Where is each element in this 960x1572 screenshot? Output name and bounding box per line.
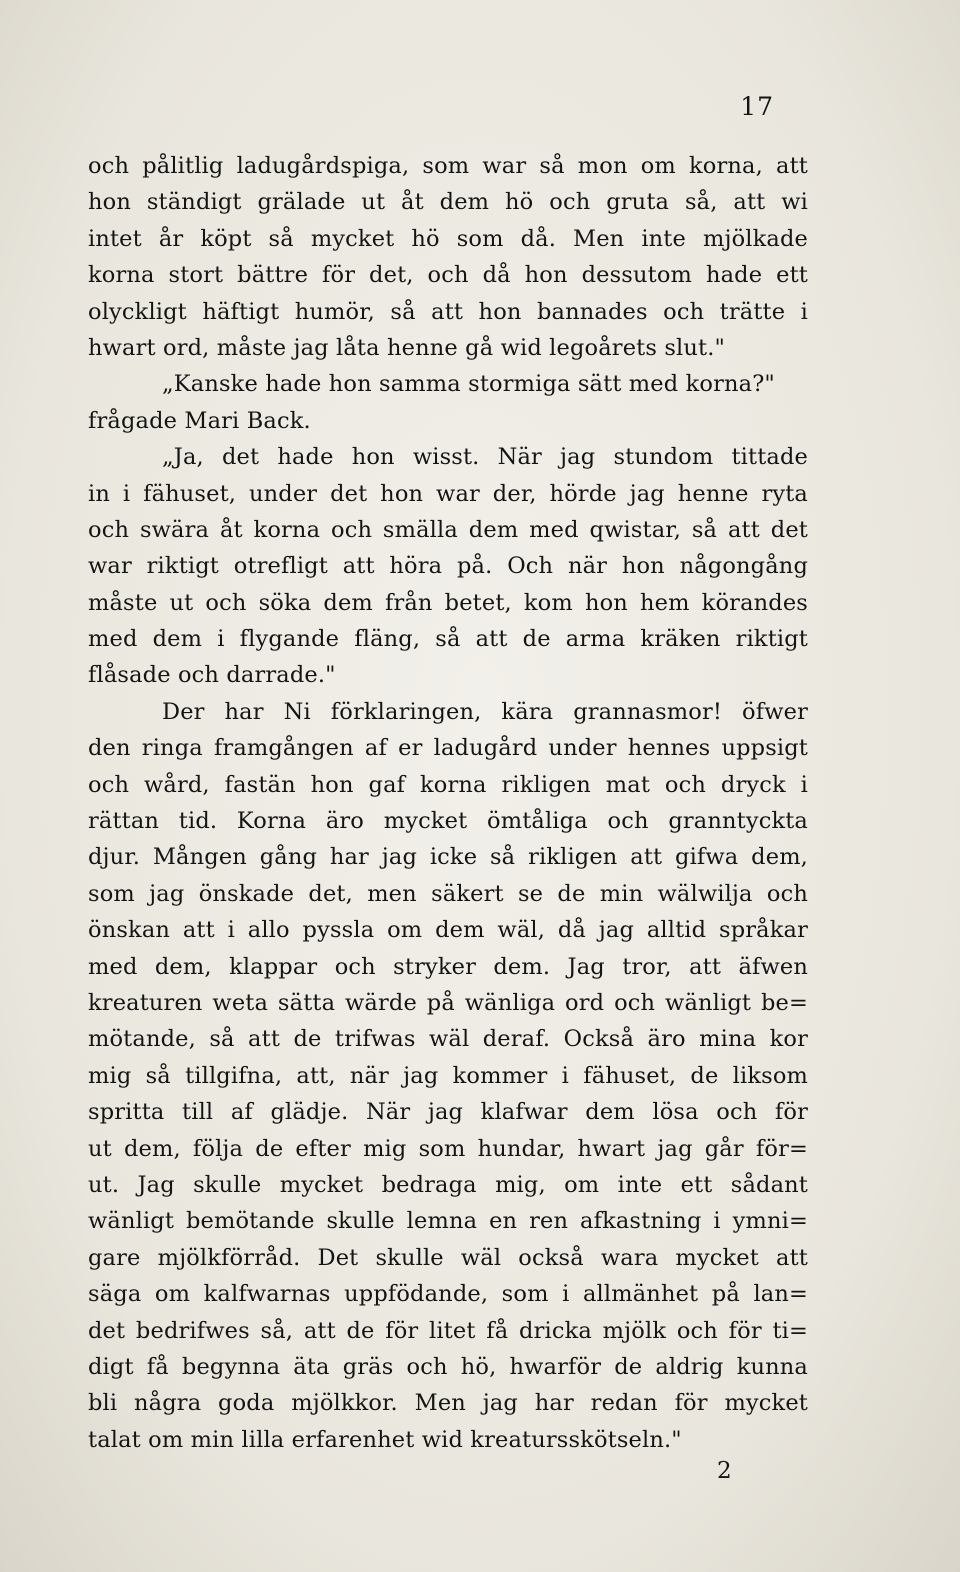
text-line: flåsade och darrade." <box>88 662 336 689</box>
text-line: med dem, klappar och stryker dem. Jag tror, att äfwen <box>88 953 808 980</box>
text-line: gare mjölkförråd. Det skulle wäl också wara mycket att <box>88 1244 808 1271</box>
text-line: „Ja, det hade hon wisst. När jag stundom tittade <box>162 444 808 471</box>
text-line: med dem i flygande fläng, så att de arma kräken riktigt <box>88 626 808 653</box>
body-text <box>88 148 808 1458</box>
text-line: olyckligt häftigt humör, så att hon bannades och trätte i <box>88 298 808 325</box>
text-line: och pålitlig ladugårdspiga, som war så mon om korna, att <box>88 153 808 179</box>
text-line: korna stort bättre för det, och då hon dessutom hade ett <box>88 262 808 289</box>
page-number: 17 <box>740 92 774 121</box>
text-line: måste ut och söka dem från betet, kom hon hem körandes <box>88 589 808 616</box>
text-line: mig så tillgifna, att, när jag kommer i fähuset, de liksom <box>88 1062 808 1089</box>
text-line: in i fähuset, under det hon war der, hörde jag henne ryta <box>88 480 808 507</box>
text-line: ut. Jag skulle mycket bedraga mig, om inte ett sådant <box>88 1171 808 1198</box>
text-line: talat om min lilla erfarenhet wid kreatursskötseln." <box>88 1426 682 1453</box>
signature-mark: 2 <box>717 1458 732 1484</box>
text-line: ut dem, följa de efter mig som hundar, hwart jag går för= <box>88 1135 808 1162</box>
text-line: war riktigt otrefligt att höra på. Och när hon någongång <box>88 553 808 580</box>
text-line: den ringa framgången af er ladugård under hennes uppsigt <box>88 735 808 762</box>
text-line: mötande, så att de trifwas wäl deraf. Också äro mina kor <box>88 1026 808 1053</box>
text-line: intet år köpt så mycket hö som då. Men inte mjölkade <box>88 225 808 252</box>
text-line: och swära åt korna och smälla dem med qwistar, så att det <box>88 516 808 543</box>
text-line: hwart ord, måste jag låta henne gå wid legoårets slut." <box>88 334 726 361</box>
text-line: digt få begynna äta gräs och hö, hwarför de aldrig kunna <box>88 1353 808 1380</box>
text-line: frågade Mari Back. <box>88 407 311 434</box>
text-line: kreaturen weta sätta wärde på wänliga ord och wänligt be= <box>88 989 808 1016</box>
text-line: rättan tid. Korna äro mycket ömtåliga och granntyckta <box>88 808 808 835</box>
text-line: djur. Mången gång har jag icke så rikligen att gifwa dem, <box>88 844 808 871</box>
text-line: wänligt bemötande skulle lemna en ren afkastning i ymni= <box>88 1208 808 1235</box>
text-line: önskan att i allo pyssla om dem wäl, då jag alltid språkar <box>88 917 808 944</box>
text-line: Der har Ni förklaringen, kära grannasmor! öfwer <box>162 698 808 725</box>
text-line: det bedrifwes så, att de för litet få dricka mjölk och för ti= <box>88 1317 808 1344</box>
text-line: „Kanske hade hon samma stormiga sätt med korna?" <box>162 371 775 398</box>
text-line: spritta till af glädje. När jag klafwar dem lösa och för <box>88 1099 808 1126</box>
text-line: hon ständigt grälade ut åt dem hö och gruta så, att wi <box>88 189 808 216</box>
text-line: och wård, fastän hon gaf korna rikligen mat och dryck i <box>88 771 808 798</box>
text-line: säga om kalfwarnas uppfödande, som i allmänhet på lan= <box>88 1281 808 1308</box>
text-line: bli några goda mjölkkor. Men jag har redan för mycket <box>88 1390 808 1417</box>
text-line: som jag önskade det, men säkert se de min wälwilja och <box>88 880 808 907</box>
